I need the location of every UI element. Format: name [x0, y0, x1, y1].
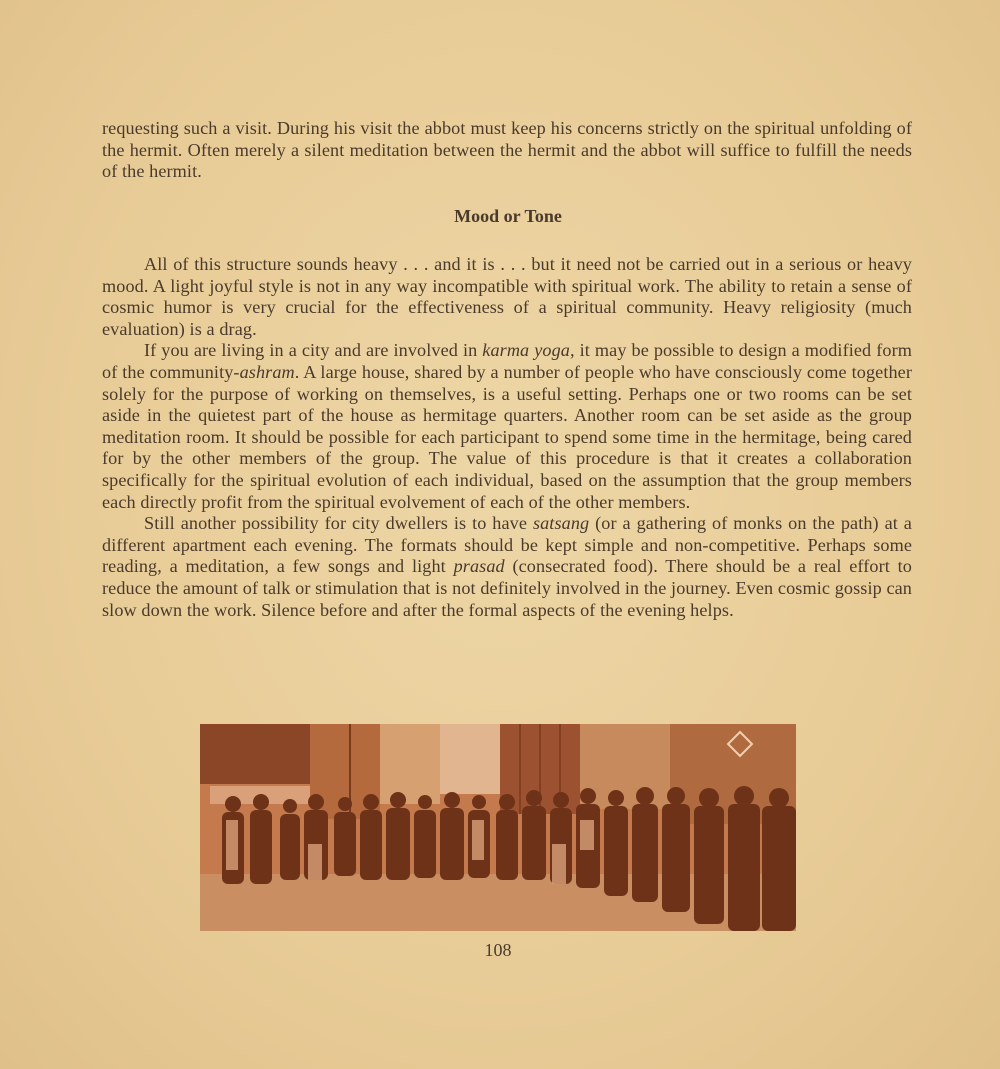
- group-photo-illustration: [200, 724, 796, 931]
- paragraph-text: (consecrated food). There should be a real effort to reduce the amount of talk or stimulation that is not definitely involved in the journey. Even cosmic gossip can slow down the work. Silence before and after the formal aspects of the evening helps.: [102, 556, 912, 620]
- paragraph-text: it may be possible to design a modified form of the community-: [102, 340, 912, 382]
- italic-term-prasad: prasad: [453, 556, 505, 577]
- italic-term-ashram: ashram: [239, 361, 295, 382]
- group-photo: [200, 724, 796, 931]
- paragraph-city-ashram: [102, 340, 912, 513]
- body-text: [102, 254, 912, 621]
- paragraph-text: . A large house, shared by a number of people who have consciously come together solely for the purpose of working on themselves, is a useful setting. Perhaps one or two rooms can be set aside in the quietest part of the house as hermitage quarters. Another room can be set aside as the group meditation room. It should be possible for each participant to spend some time in the hermitage, being cared for by the other members of the group. The value of this procedure is that it creates a collaboration specifically for the spiritual evolution of each individual, based on the assumption that the group members each directly profit from the spiritual evolvement of each of the other members.: [102, 361, 912, 512]
- italic-term-karma-yoga: karma yoga,: [482, 340, 575, 361]
- paragraph-text: If you are living in a city and are involved in: [144, 340, 483, 361]
- intro-text: requesting such a visit. During his visit the abbot must keep his concerns strictly on the spiritual unfolding of the hermit. Often merely a silent meditation between the hermit and the abbot will suffice to fulfill the needs of the hermit.: [102, 118, 912, 182]
- paragraph-text: Still another possibility for city dwellers is to have: [144, 513, 533, 534]
- intro-paragraph: [102, 118, 912, 183]
- page-number: 108: [484, 940, 512, 960]
- section-heading: Mood or Tone: [454, 206, 562, 226]
- paragraph-satsang: [102, 513, 912, 621]
- italic-term-satsang: satsang: [532, 513, 590, 534]
- paragraph-mood: All of this structure sounds heavy . . . and it is . . . but it need not be carried out in a serious or heavy mood. A light joyful style is not in any way incompatible with spiritual work. The ability to retain a sense of cosmic humor is very crucial for the effectiveness of a spiritual community. Heavy religiosity (much evaluation) is a drag.: [102, 254, 912, 339]
- paragraph-text: (or a gathering of monks on the path) at a different apartment each evening. The formats should be kept simple and non-competitive. Perhaps some reading, a meditation, a few songs and light: [102, 513, 912, 577]
